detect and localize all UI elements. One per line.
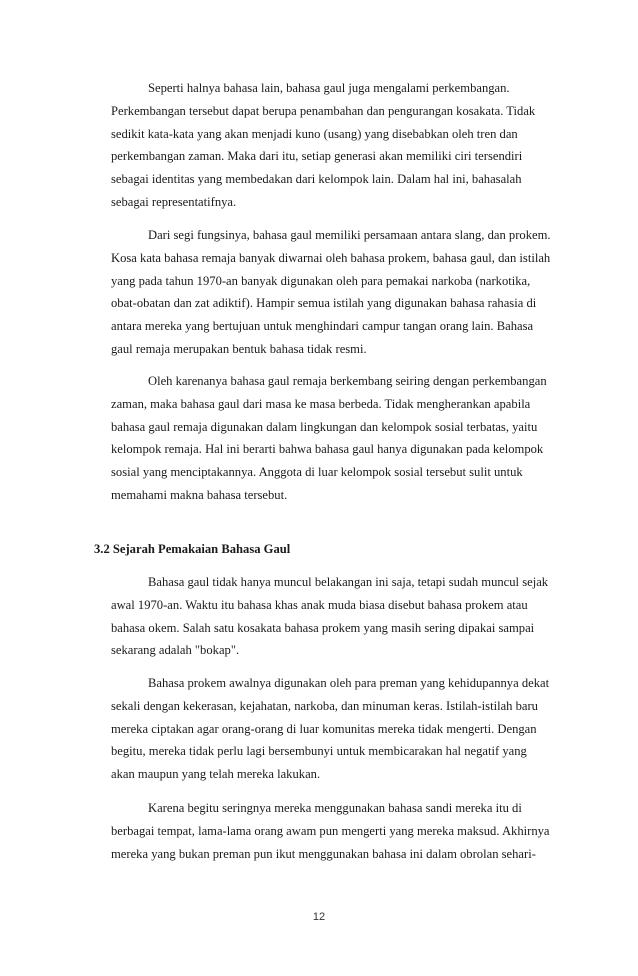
text-line: Kosa kata bahasa remaja banyak diwarnai oleh bahasa prokem, bahasa gaul, dan istilah: [111, 250, 551, 265]
text-line: yang pada tahun 1970-an banyak digunakan oleh para pemakai narkoba (narkotika,: [111, 273, 531, 288]
paragraph: [111, 370, 563, 507]
text-line: sedikit kata-kata yang akan menjadi kuno (usang) yang disebabkan oleh tren dan: [111, 126, 518, 141]
paragraph: [111, 797, 563, 865]
paragraph: [111, 571, 563, 662]
page-number: 12: [312, 911, 326, 923]
text-line: Bahasa gaul tidak hanya muncul belakangan ini saja, tetapi sudah muncul sejak: [148, 575, 549, 589]
text-line: awal 1970-an. Waktu itu bahasa khas anak muda biasa disebut bahasa prokem atau: [111, 597, 528, 612]
text-line: obat-obatan dan zat adiktif). Hampir semua istilah yang digunakan bahasa rahasia di: [111, 296, 537, 311]
paragraph: [111, 77, 563, 214]
text-line: Seperti halnya bahasa lain, bahasa gaul juga mengalami perkembangan.: [148, 81, 510, 95]
text-line: berbagai tempat, lama-lama orang awam pun mengerti yang mereka maksud. Akhirnya: [111, 823, 550, 838]
text-line: memahami makna bahasa tersebut.: [111, 487, 288, 502]
text-line: sosial yang menciptakannya. Anggota di luar kelompok sosial tersebut sulit untuk: [111, 465, 523, 480]
text-line: sekali dengan kekerasan, kejahatan, narkoba, dan minuman keras. Istilah-istilah baru: [111, 698, 538, 713]
text-line: kelompok remaja. Hal ini berarti bahwa bahasa gaul hanya digunakan pada kelompok: [111, 442, 544, 457]
text-line: akan maupun yang telah mereka lakukan.: [111, 767, 321, 782]
text-line: mereka ciptakan agar orang-orang di luar komunitas mereka tidak mengerti. Dengan: [111, 721, 537, 736]
text-line: gaul remaja merupakan bentuk bahasa tidak resmi.: [111, 341, 367, 356]
paragraph: [111, 672, 563, 786]
text-line: bahasa gaul remaja digunakan dalam lingkungan dan kelompok sosial terbatas, yaitu: [111, 419, 538, 434]
section-heading: 3.2 Sejarah Pemakaian Bahasa Gaul: [94, 542, 291, 556]
text-line: Bahasa prokem awalnya digunakan oleh para preman yang kehidupannya dekat: [148, 676, 550, 690]
text-line: Perkembangan tersebut dapat berupa penambahan dan pengurangan kosakata. Tidak: [111, 103, 536, 118]
text-line: zaman, maka bahasa gaul dari masa ke masa berbeda. Tidak mengherankan apabila: [111, 396, 531, 411]
text-line: Dari segi fungsinya, bahasa gaul memiliki persamaan antara slang, dan prokem.: [148, 228, 551, 242]
text-line: perkembangan zaman. Maka dari itu, setiap generasi akan memiliki ciri tersendiri: [111, 149, 523, 164]
text-line: antara mereka yang bertujuan untuk menghindari campur tangan orang lain. Bahasa: [111, 319, 534, 334]
text-line: begitu, mereka tidak perlu lagi bersembunyi untuk membicarakan hal negatif yang: [111, 744, 527, 759]
text-line: Oleh karenanya bahasa gaul remaja berkembang seiring dengan perkembangan: [148, 374, 547, 388]
text-line: Karena begitu seringnya mereka menggunakan bahasa sandi mereka itu di: [148, 801, 522, 815]
paragraph: [111, 224, 563, 361]
text-line: sebagai representatifnya.: [111, 194, 237, 209]
text-line: sekarang adalah "bokap".: [111, 643, 240, 658]
text-line: sebagai identitas yang membedakan dari kelompok lain. Dalam hal ini, bahasalah: [111, 172, 522, 187]
text-line: bahasa okem. Salah satu kosakata bahasa prokem yang masih sering dipakai sampai: [111, 620, 535, 635]
text-line: mereka yang bukan preman pun ikut menggunakan bahasa ini dalam obrolan sehari-: [111, 846, 536, 861]
